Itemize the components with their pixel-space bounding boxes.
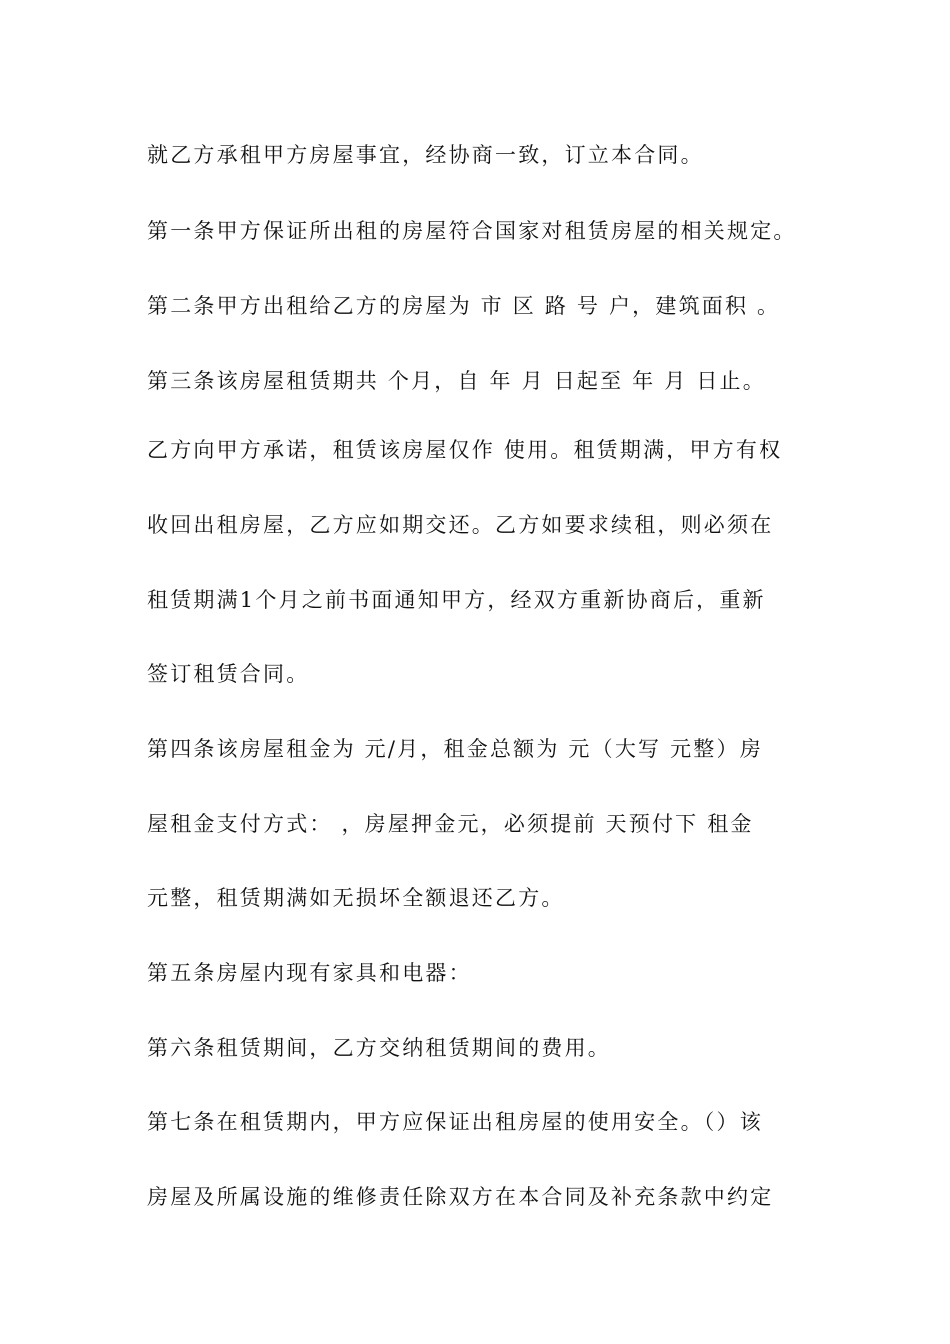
text-line: 房屋及所属设施的维修责任除双方在本合同及补充条款中约定: [147, 1185, 774, 1209]
text-line: 屋租金支付方式： ，房屋押金元，必须提前 天预付下 租金: [147, 812, 754, 836]
text-line: 第三条该房屋租赁期共 个月，自 年 月 日起至 年 月 日止。: [147, 369, 766, 393]
text-line: 签订租赁合同。: [147, 662, 310, 686]
text-line: 第四条该房屋租金为 元/月，租金总额为 元（大写 元整）房: [147, 737, 763, 761]
text-line: 第一条甲方保证所出租的房屋符合国家对租赁房屋的相关规定。: [147, 219, 797, 243]
text-line: 第七条在租赁期内，甲方应保证出租房屋的使用安全。（）该: [147, 1110, 763, 1134]
text-line: 收回出租房屋，乙方应如期交还。乙方如要求续租，则必须在: [147, 513, 774, 537]
text-line: 元整，租赁期满如无损坏全额退还乙方。: [147, 886, 565, 910]
text-line: 就乙方承租甲方房屋事宜，经协商一致，订立本合同。: [147, 143, 704, 167]
text-line: 第五条房屋内现有家具和电器：: [147, 961, 472, 985]
text-line: 租赁期满1个月之前书面通知甲方，经双方重新协商后，重新: [147, 588, 766, 612]
text-line: 第二条甲方出租给乙方的房屋为 市 区 路 号 户，建筑面积 。: [147, 294, 781, 318]
text-line: 第六条租赁期间，乙方交纳租赁期间的费用。: [147, 1036, 611, 1060]
text-line: 乙方向甲方承诺，租赁该房屋仅作 使用。租赁期满，甲方有权: [147, 438, 783, 462]
